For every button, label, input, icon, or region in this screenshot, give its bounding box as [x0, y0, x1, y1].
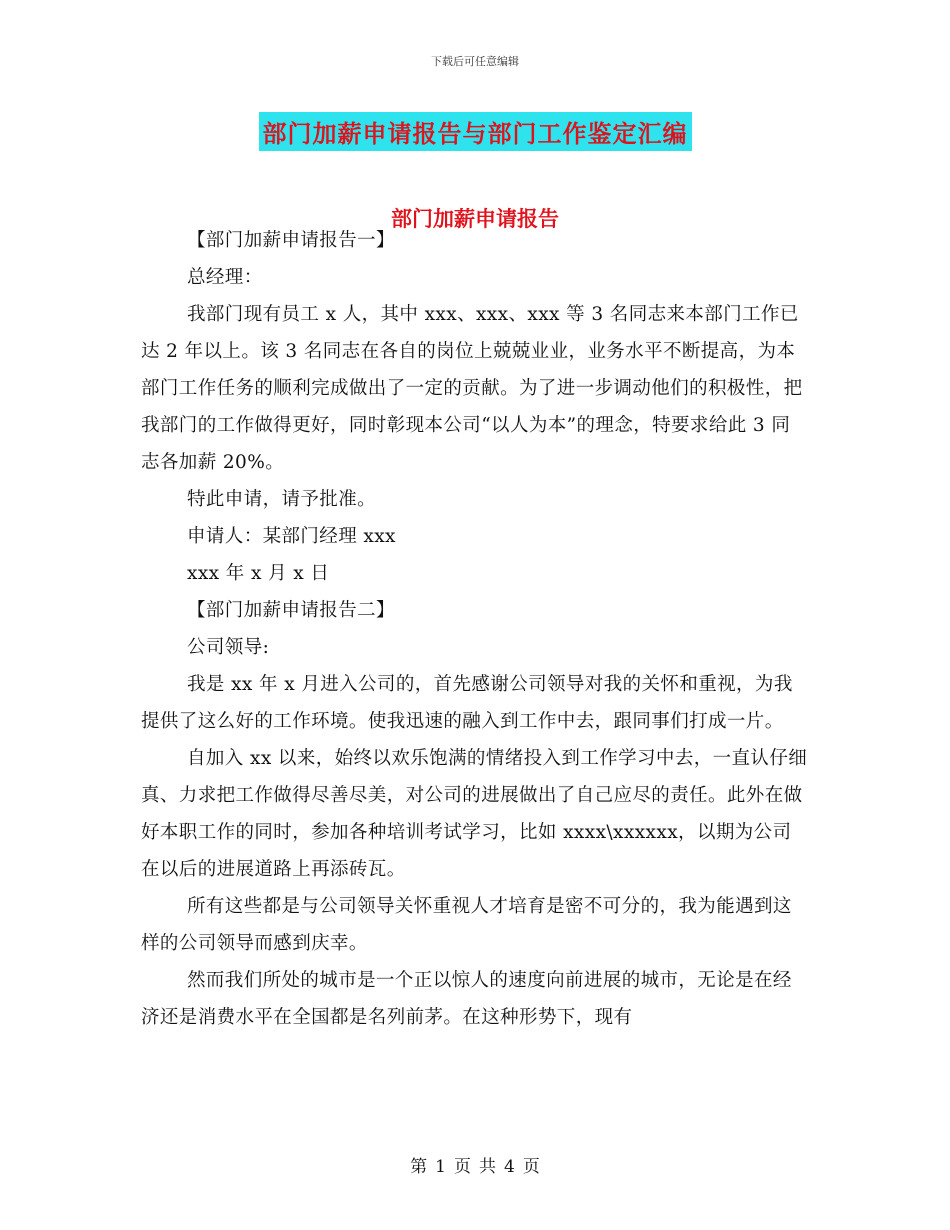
footer-ye: 页 — [454, 1157, 471, 1177]
request-line: 特此申请，请予批准。 — [187, 489, 377, 510]
paragraph-2: 我是 xx 年 x 月进入公司的，首先感谢公司领导对我的关怀和重视，为我提供了这么好的工作环境。使我迅速的融入到工作中去，跟同事们打成一片。 — [141, 674, 793, 732]
total-pages: 4 — [504, 1157, 515, 1177]
page-number: 1 — [435, 1157, 446, 1177]
document-body — [141, 222, 809, 1036]
section-heading-2: 【部门加薪申请报告二】 — [187, 600, 395, 621]
section-heading-1: 【部门加薪申请报告一】 — [187, 230, 395, 251]
applicant-line: 申请人：某部门经理 xxx — [187, 526, 396, 547]
salutation-1: 总经理： — [187, 267, 263, 288]
paragraph-4: 所有这些都是与公司领导关怀重视人才培育是密不可分的，我为能遇到这样的公司领导而感到庆幸。 — [141, 896, 792, 954]
footer-ye2: 页 — [522, 1157, 540, 1177]
footer-di: 第 — [410, 1157, 428, 1177]
paragraph-5: 然而我们所处的城市是一个正以惊人的速度向前进展的城市，无论是在经济还是消费水平在全国都是名列前茅。在这种形势下，现有 — [141, 970, 792, 1028]
salutation-2: 公司领导: — [187, 637, 270, 658]
document-title: 部门加薪申请报告与部门工作鉴定汇编 — [259, 112, 692, 151]
header-note: 下载后可任意编辑 — [431, 55, 519, 68]
page-footer — [0, 1152, 950, 1177]
paragraph-3: 自加入 xx 以来，始终以欢乐饱满的情绪投入到工作学习中去，一直认仔细真、力求把工作做得尽善尽美，对公司的进展做出了自己应尽的责任。此外在做好本职工作的同时，参加各种培训考试学习，比如 xxxx\xxxxxx，以期为公司在以后的进展道路上再添砖瓦。 — [141, 748, 808, 880]
paragraph-1: 我部门现有员工 x 人，其中 xxx、xxx、xxx 等 3 名同志来本部门工作已达 2 年以上。该 3 名同志在各自的岗位上兢兢业业，业务水平不断提高，为本部门工作任务的顺利完成做出了一定的贡献。为了进一步调动他们的积极性，把我部门的工作做得更好，同时彰现本公司“以人为本”的理念，特要求给此 3 同志各加薪 20%。 — [141, 304, 803, 473]
footer-gong: 共 — [479, 1157, 496, 1177]
date-line: xxx 年 x 月 x 日 — [187, 563, 330, 584]
main-title-wrap — [0, 112, 950, 151]
section-title: 部门加薪申请报告 — [391, 207, 559, 231]
